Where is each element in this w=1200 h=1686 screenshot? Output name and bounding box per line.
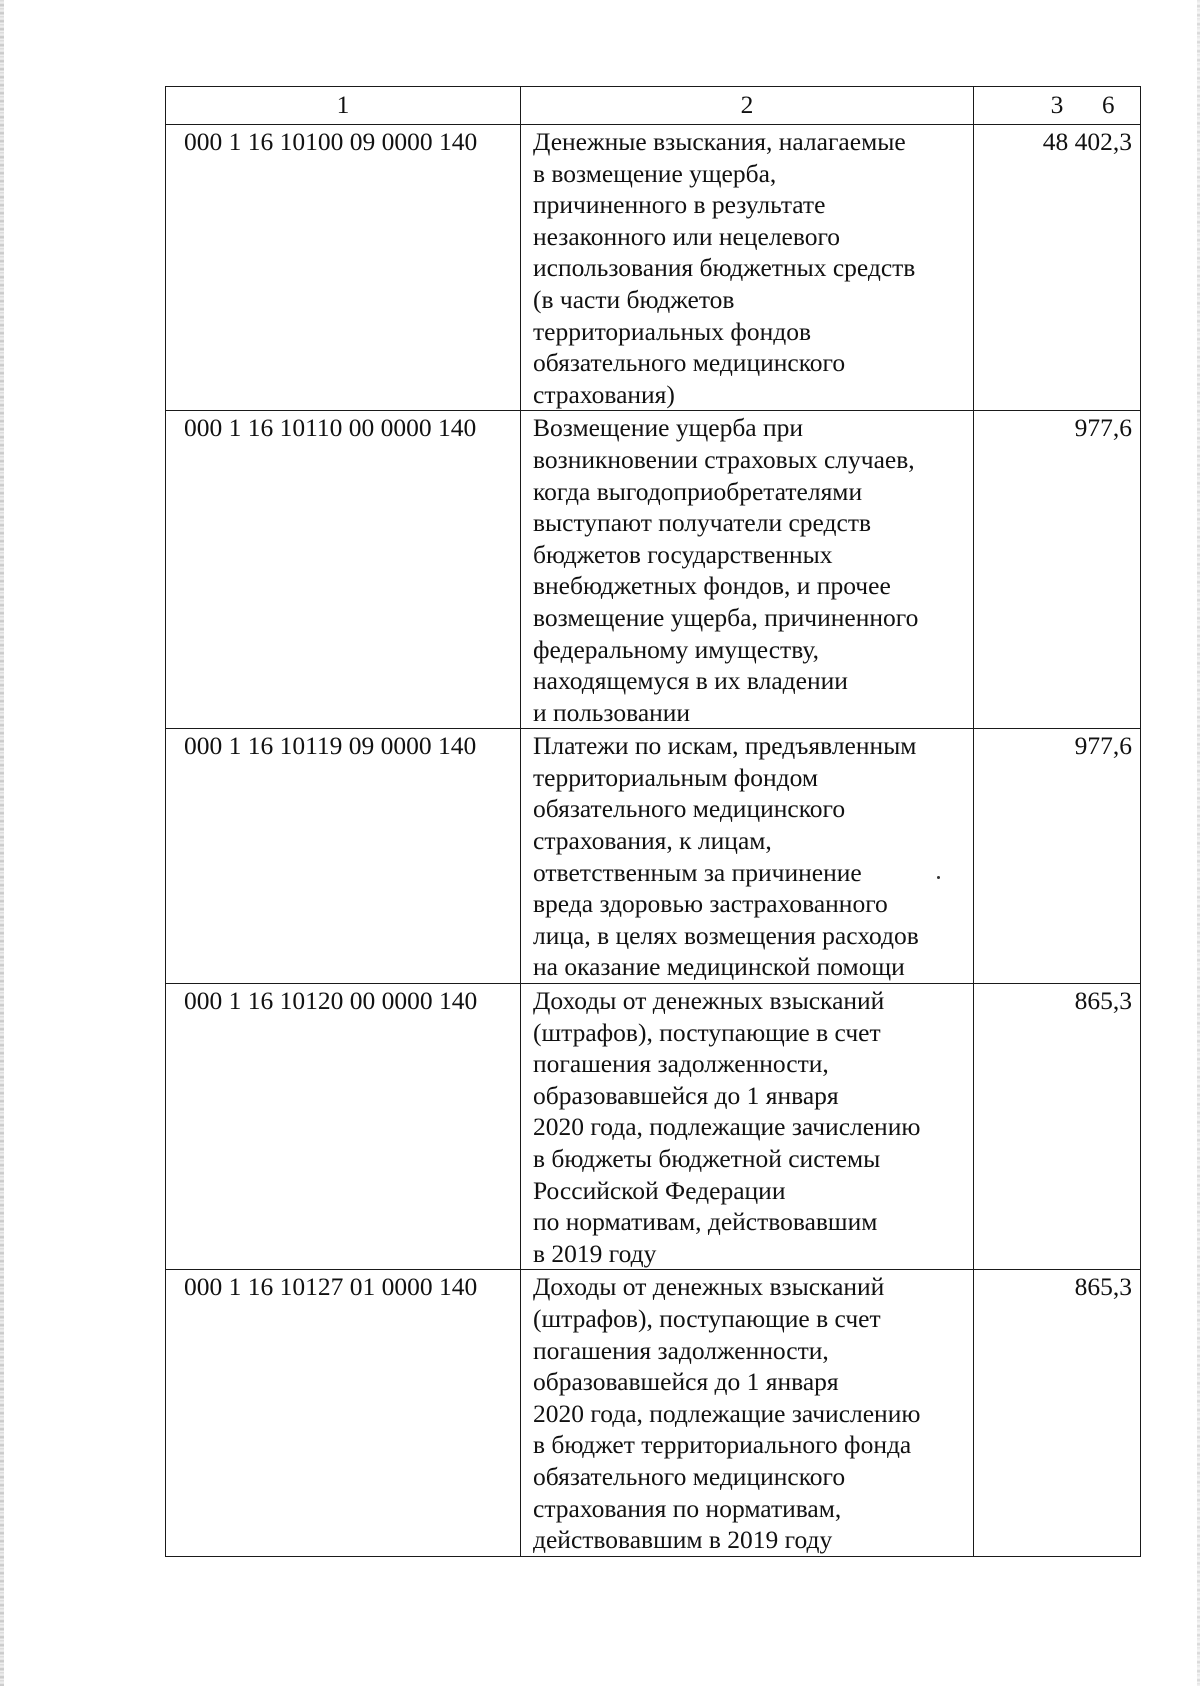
description-line: Платежи по искам, предъявленным — [533, 731, 917, 761]
description-line: в возмещение ущерба, — [533, 158, 777, 188]
description-line: Российской Федерации — [533, 1175, 786, 1205]
description-line: на оказание медицинской помощи — [533, 952, 905, 982]
description-line: Возмещение ущерба при — [533, 413, 804, 443]
table-row — [166, 1270, 1141, 1556]
description-line: Доходы от денежных взысканий — [533, 986, 885, 1016]
header-row — [166, 87, 1141, 125]
description-line: вреда здоровью застрахованного — [533, 889, 888, 919]
description-line: территориальных фондов — [533, 316, 812, 346]
scan-speck — [937, 876, 940, 879]
description-line: использования бюджетных средств — [533, 253, 916, 283]
amount-cell: 977,6 — [974, 411, 1141, 729]
description-line: (штрафов), поступающие в счет — [533, 1017, 881, 1047]
description-line: бюджетов государственных — [533, 539, 833, 569]
table-row — [166, 411, 1141, 729]
header-cell-1: 1 — [166, 87, 521, 125]
description-line: Доходы от денежных взысканий — [533, 1272, 885, 1302]
description-line: образовавшейся до 1 января — [533, 1080, 839, 1110]
revenue-table — [165, 86, 1141, 1557]
description-line: погашения задолженности, — [533, 1049, 829, 1079]
page-number: 6 — [1102, 92, 1115, 119]
description-line: 2020 года, подлежащие зачислению — [533, 1398, 921, 1428]
description-cell — [521, 125, 974, 411]
table-body — [166, 125, 1141, 1557]
description-line: страхования) — [533, 379, 675, 409]
description-line: обязательного медицинского — [533, 794, 846, 824]
description-line: территориальным фондом — [533, 762, 819, 792]
description-line: незаконного или нецелевого — [533, 221, 841, 251]
description-line: находящемуся в их владении — [533, 666, 848, 696]
description-cell — [521, 1270, 974, 1556]
header-cell-3: 3 — [974, 87, 1141, 125]
description-line: возмещение ущерба, причиненного — [533, 602, 919, 632]
description-cell — [521, 984, 974, 1270]
description-line: (штрафов), поступающие в счет — [533, 1303, 881, 1333]
budget-code-cell: 000 1 16 10100 09 0000 140 — [166, 125, 521, 411]
budget-code-cell: 000 1 16 10119 09 0000 140 — [166, 729, 521, 984]
amount-cell: 865,3 — [974, 1270, 1141, 1556]
description-line: обязательного медицинского — [533, 348, 846, 378]
description-line: внебюджетных фондов, и прочее — [533, 571, 891, 601]
description-line: в бюджеты бюджетной системы — [533, 1144, 881, 1173]
description-line: федеральному имуществу, — [533, 634, 819, 664]
table-row — [166, 729, 1141, 984]
description-line: ответственным за причинение — [533, 857, 862, 887]
table-row — [166, 984, 1141, 1270]
description-line: возникновении страховых случаев, — [533, 444, 915, 474]
description-line: и пользовании — [533, 697, 691, 727]
description-line: действовавшим в 2019 году — [533, 1525, 833, 1555]
description-line: в бюджет территориального фонда — [533, 1430, 912, 1460]
header-cell-2: 2 — [521, 87, 974, 125]
amount-cell: 865,3 — [974, 984, 1141, 1270]
table-row — [166, 125, 1141, 411]
description-line: Денежные взыскания, налагаемые — [533, 127, 906, 156]
description-cell — [521, 729, 974, 984]
description-line: погашения задолженности, — [533, 1335, 829, 1365]
budget-code-cell: 000 1 16 10127 01 0000 140 — [166, 1270, 521, 1556]
description-line: образовавшейся до 1 января — [533, 1367, 839, 1397]
description-line: страхования, к лицам, — [533, 826, 772, 856]
scan-edge-left — [0, 0, 4, 1686]
amount-cell: 977,6 — [974, 729, 1141, 984]
description-line: по нормативам, действовавшим — [533, 1207, 878, 1237]
description-line: в 2019 году — [533, 1238, 657, 1268]
description-line: страхования по нормативам, — [533, 1493, 842, 1523]
amount-cell: 48 402,3 — [974, 125, 1141, 411]
description-line: (в части бюджетов — [533, 284, 735, 314]
description-line: 2020 года, подлежащие зачислению — [533, 1112, 921, 1142]
description-line: лица, в целях возмещения расходов — [533, 920, 919, 950]
description-line: когда выгодоприобретателями — [533, 476, 863, 506]
table-header — [166, 87, 1141, 125]
description-cell — [521, 411, 974, 729]
description-line: выступают получатели средств — [533, 508, 871, 538]
description-line: причиненного в результате — [533, 190, 826, 220]
budget-code-cell: 000 1 16 10110 00 0000 140 — [166, 411, 521, 729]
description-line: обязательного медицинского — [533, 1461, 846, 1491]
budget-code-cell: 000 1 16 10120 00 0000 140 — [166, 984, 521, 1270]
